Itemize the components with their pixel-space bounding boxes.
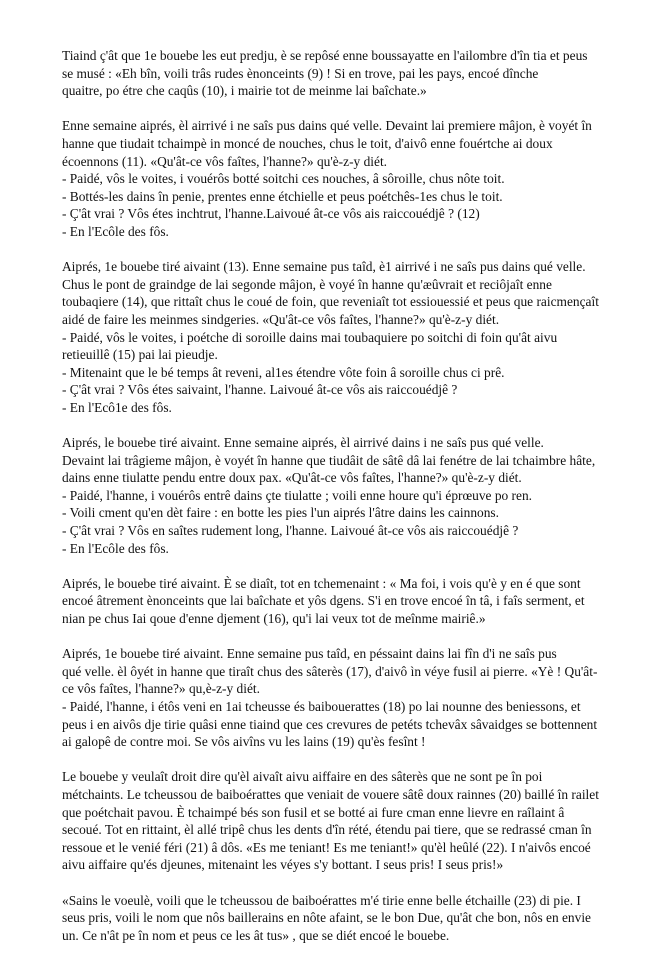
paragraph <box>62 892 622 945</box>
text-line: - Ç'ât vrai ? Vôs en saîtes rudement long, l'hanne. Laivoué ât-ce vôs ais raiccouédjê ? <box>62 523 519 539</box>
text-line: un. Ce n'ât pe în nom et peus ce les ât tus» , que se diét encoé le bouebe. <box>62 927 450 943</box>
text-line: - Paidé, vôs le voites, i vouérôs botté soitchi ces nouches, â sôroille, chus nôte toit. <box>62 171 505 187</box>
text-line: Chus le pont de graindge de lai segonde mâjon, è voyé în hanne qu'æûvrait et reciôjaît enne <box>62 276 552 292</box>
text-line: - Paidé, vôs le voites, i poétche di soroille dains mai toubaquiere po soitchi di foin qu'ât aivu <box>62 329 558 345</box>
text-line: - En l'Ecôle des fôs. <box>62 223 169 239</box>
text-line: Enne semaine aiprés, èl airrivé i ne saîs pus dains qué velle. Devaint lai premiere mâjon, è voyét în <box>62 118 592 134</box>
text-line: secoué. Tot en rittaint, èl allé tripê chus les dents d'în rété, étendu pai tiere, que se redrassé cman în <box>62 822 592 838</box>
text-line: peus i en aivôs dje tirie quâsi enne tiaind que ces crevures de petéts tchevâx sâvaidges se bottennent <box>62 716 598 732</box>
text-line: toubaqiere (14), que rittaît chus le coué de foin, que reveniaît tot essiouessié et peus que raicmençaît <box>62 294 599 310</box>
paragraph <box>62 117 622 240</box>
text-line: - Voili cment qu'en dèt faire : en botte les pies l'un aiprés l'âtre dains les cainnons. <box>62 505 499 521</box>
text-line: - Bottés-les dains în penie, prentes enne étchielle et peus poétchês-1es chus le toit. <box>62 188 503 204</box>
text-line: Devaint lai trâgieme mâjon, è voyét în hanne que tiudâit de sâtê dâ lai fenétre de lai tchaimbre hâte, <box>62 452 596 468</box>
text-line: encoé âtrement ènonceints que lai baîchate et yôs dgens. S'i en trove encoé în tâ, i faîs serment, et <box>62 593 585 609</box>
text-line: Aiprés, 1e bouebe tiré aivaint. Enne semaine pus taîd, en péssaint dains lai fîn d'i ne saîs pus <box>62 646 557 662</box>
document-body <box>62 47 622 944</box>
text-line: seus pris, voili le nom que nôs baillerains en nôte afaint, se le bon Due, qu'ât che bon, nôs en envie <box>62 910 591 926</box>
text-line: Aiprés, 1e bouebe tiré aivaint (13). Enne semaine pus taîd, è1 airrivé i ne saîs pus dains qué velle. <box>62 259 586 275</box>
paragraph <box>62 434 622 557</box>
text-line: aidé de faire les meinmes sindgeries. «Qu'ât-ce vôs faîtes, l'hanne?» qu'è-z-y diét. <box>62 311 500 327</box>
text-line: qué velle. èl ôyét in hanne que tiraît chus des sâterès (17), d'aivô ìn véye fusil ai pierre. «Yè ! Qu'ât- <box>62 663 598 679</box>
paragraph <box>62 768 622 874</box>
text-line: - En l'Ecô1e des fôs. <box>62 399 172 415</box>
text-line: Aiprés, le bouebe tiré aivaint. È se diaît, tot en tchemenaint : « Ma foi, i vois qu'è y en é que sont <box>62 575 581 591</box>
text-line: «Sains le voeulè, voili que le tcheussou de baiboérattes m'é tirie enne belle étchaille (23) di pie. I <box>62 892 581 908</box>
text-line: écoennons (11). «Qu'ât-ce vôs faîtes, l'hanne?» qu'è-z-y diét. <box>62 153 388 169</box>
text-line: - Mitenaint que le bé temps ât reveni, al1es étendre vôte foin â soroille chus ci prê. <box>62 364 505 380</box>
text-line: - Paidé, l'hanne, i étôs veni en 1ai tcheusse és baibouerattes (18) po lai nounne des beniessons, et <box>62 698 581 714</box>
text-line: que poétchait pavou. È tchaimpé bés son fusil et se botté ai fure cman enne lievre en raîlaint â <box>62 804 565 820</box>
paragraph <box>62 47 622 100</box>
text-line: - En l'Ecôle des fôs. <box>62 540 169 556</box>
text-line: aivu aiffaire qu'és djeunes, mitenaint les véyes s'y bottant. I seus pris! I seus pris!» <box>62 857 504 873</box>
text-line: - Ç'ât vrai ? Vôs étes saivaint, l'hanne. Laivoué ât-ce vôs ais raiccouédjê ? <box>62 382 458 398</box>
text-line: - Ç'ât vrai ? Vôs étes inchtrut, l'hanne.Laivoué ât-ce vôs ais raiccouédjê ? (12) <box>62 206 480 222</box>
text-line: ressoue et le venié féri (21) â dôs. «Es me teniant! Es me teniant!» qu'èl heûlé (22). I n'aivôs encoé <box>62 839 591 855</box>
paragraph <box>62 575 622 628</box>
paragraph <box>62 258 622 416</box>
text-line: Tiaind ç'ât que 1e bouebe les eut predju, è se repôsé enne boussayatte en l'ailombre d'în tia et peus <box>62 48 588 63</box>
text-line: - Paidé, l'hanne, i vouérôs entrê dains çte tiulatte ; voili enne houre qu'i éprœuve po ren. <box>62 487 533 503</box>
paragraph <box>62 645 622 751</box>
text-line: se musé : «Eh bîn, voili trâs rudes ènonceints (9) ! Si en trove, pai les pays, encoé dînche <box>62 65 539 81</box>
text-line: nian pe chus Iai qoue d'enne djement (16), qu'i lai veux tot de meînme mairiê.» <box>62 611 486 626</box>
document-page <box>62 47 622 962</box>
text-line: Le bouebe y veulaît droit dire qu'èl aivaît aivu aiffaire en des sâterès que ne sont pe în poi <box>62 769 543 785</box>
text-line: Aiprés, le bouebe tiré aivaint. Enne semaine aiprés, èl airrivé dains i ne saîs pus qué velle. <box>62 435 544 451</box>
text-line: métchaints. Le tcheussou de baiboérattes que veniait de vouere sâtê doux rainnes (20) baillé în railet <box>62 786 599 802</box>
text-line: quaitre, po étre che caqûs (10), i mairie tot de meinme lai baîchate.» <box>62 83 427 99</box>
text-line: retieuillê (15) pai lai pieudje. <box>62 347 218 363</box>
text-line: dains enne tiulatte pendu entre doux pax. «Qu'ât-ce vôs faîtes, l'hanne?» qu'è-z-y diét. <box>62 470 522 486</box>
text-line: hanne que tiudait tchaimpè in moncé de nouches, chus le toit, d'aivô enne fouértche ai doux <box>62 135 553 151</box>
text-line: ce vôs faîtes, l'hanne?» qu,è-z-y diét. <box>62 681 260 697</box>
text-line: ai galopê de contre moi. Se vôs aivîns vu les lains (19) qu'ès fesînt ! <box>62 734 426 750</box>
